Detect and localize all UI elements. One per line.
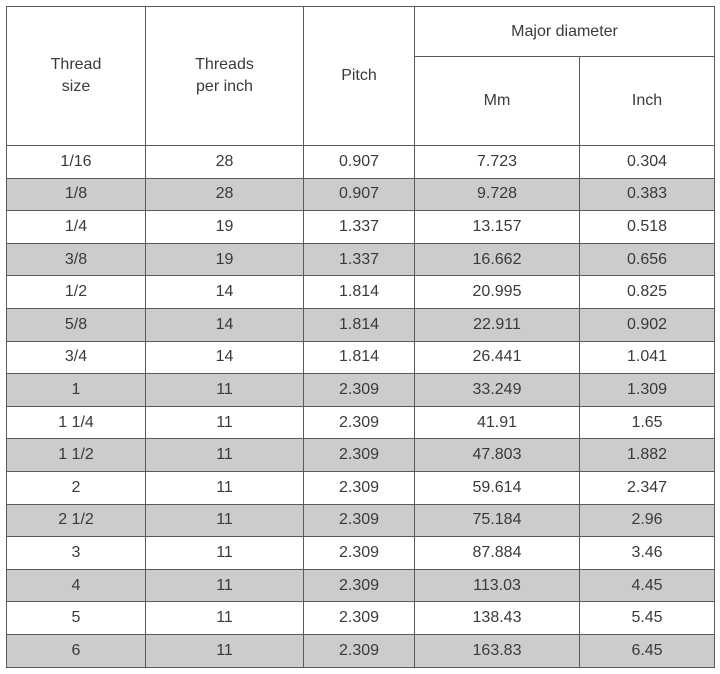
cell-threads-per-inch: 14 — [146, 308, 304, 341]
cell-threads-per-inch: 11 — [146, 634, 304, 667]
table-row — [7, 276, 715, 309]
cell-thread-size: 2 — [7, 471, 146, 504]
cell-major-diameter-mm: 41.91 — [415, 406, 580, 439]
cell-thread-size: 3/4 — [7, 341, 146, 374]
cell-thread-size: 3/8 — [7, 243, 146, 276]
cell-major-diameter-inch: 1.041 — [580, 341, 715, 374]
cell-major-diameter-mm: 75.184 — [415, 504, 580, 537]
cell-threads-per-inch: 11 — [146, 569, 304, 602]
table-row — [7, 504, 715, 537]
table-row — [7, 243, 715, 276]
table-row — [7, 341, 715, 374]
cell-threads-per-inch: 11 — [146, 471, 304, 504]
cell-major-diameter-inch: 0.902 — [580, 308, 715, 341]
cell-pitch: 1.814 — [304, 276, 415, 309]
cell-major-diameter-inch: 0.656 — [580, 243, 715, 276]
cell-major-diameter-mm: 33.249 — [415, 374, 580, 407]
cell-threads-per-inch: 11 — [146, 406, 304, 439]
table-row — [7, 374, 715, 407]
cell-pitch: 2.309 — [304, 374, 415, 407]
cell-threads-per-inch: 19 — [146, 211, 304, 244]
cell-pitch: 1.814 — [304, 308, 415, 341]
cell-major-diameter-inch: 2.96 — [580, 504, 715, 537]
cell-pitch: 2.309 — [304, 406, 415, 439]
table-row — [7, 178, 715, 211]
thread-table-container — [6, 6, 714, 668]
cell-major-diameter-inch: 3.46 — [580, 537, 715, 570]
header-inch: Inch — [580, 57, 715, 146]
cell-thread-size: 1 1/4 — [7, 406, 146, 439]
cell-thread-size: 5/8 — [7, 308, 146, 341]
cell-thread-size: 2 1/2 — [7, 504, 146, 537]
cell-major-diameter-mm: 16.662 — [415, 243, 580, 276]
cell-thread-size: 3 — [7, 537, 146, 570]
cell-major-diameter-inch: 2.347 — [580, 471, 715, 504]
cell-thread-size: 1 — [7, 374, 146, 407]
thread-size-table — [6, 6, 715, 668]
cell-thread-size: 4 — [7, 569, 146, 602]
cell-major-diameter-mm: 59.614 — [415, 471, 580, 504]
header-pitch: Pitch — [304, 7, 415, 146]
cell-threads-per-inch: 28 — [146, 146, 304, 179]
cell-major-diameter-inch: 4.45 — [580, 569, 715, 602]
cell-major-diameter-inch: 0.304 — [580, 146, 715, 179]
table-row — [7, 406, 715, 439]
cell-major-diameter-inch: 0.383 — [580, 178, 715, 211]
cell-major-diameter-mm: 87.884 — [415, 537, 580, 570]
table-row — [7, 537, 715, 570]
cell-major-diameter-mm: 163.83 — [415, 634, 580, 667]
cell-pitch: 1.337 — [304, 211, 415, 244]
table-row — [7, 634, 715, 667]
cell-threads-per-inch: 11 — [146, 374, 304, 407]
cell-major-diameter-inch: 6.45 — [580, 634, 715, 667]
cell-threads-per-inch: 11 — [146, 439, 304, 472]
cell-pitch: 2.309 — [304, 504, 415, 537]
cell-thread-size: 1 1/2 — [7, 439, 146, 472]
cell-pitch: 0.907 — [304, 146, 415, 179]
cell-thread-size: 5 — [7, 602, 146, 635]
table-body — [7, 146, 715, 668]
header-threads-per-inch: Threads per inch — [146, 7, 304, 146]
cell-thread-size: 6 — [7, 634, 146, 667]
cell-pitch: 2.309 — [304, 471, 415, 504]
cell-major-diameter-mm: 113.03 — [415, 569, 580, 602]
cell-threads-per-inch: 28 — [146, 178, 304, 211]
cell-thread-size: 1/8 — [7, 178, 146, 211]
table-row — [7, 569, 715, 602]
cell-threads-per-inch: 11 — [146, 602, 304, 635]
table-row — [7, 308, 715, 341]
cell-thread-size: 1/4 — [7, 211, 146, 244]
cell-pitch: 2.309 — [304, 634, 415, 667]
cell-major-diameter-mm: 7.723 — [415, 146, 580, 179]
cell-major-diameter-mm: 138.43 — [415, 602, 580, 635]
cell-threads-per-inch: 19 — [146, 243, 304, 276]
header-mm: Mm — [415, 57, 580, 146]
cell-major-diameter-mm: 47.803 — [415, 439, 580, 472]
table-row — [7, 211, 715, 244]
cell-threads-per-inch: 11 — [146, 504, 304, 537]
cell-pitch: 1.814 — [304, 341, 415, 374]
table-row — [7, 471, 715, 504]
header-major-diameter: Major diameter — [415, 7, 715, 57]
cell-threads-per-inch: 14 — [146, 341, 304, 374]
cell-major-diameter-mm: 13.157 — [415, 211, 580, 244]
cell-thread-size: 1/2 — [7, 276, 146, 309]
cell-major-diameter-mm: 26.441 — [415, 341, 580, 374]
cell-pitch: 2.309 — [304, 537, 415, 570]
cell-major-diameter-inch: 1.882 — [580, 439, 715, 472]
table-header — [7, 7, 715, 146]
cell-threads-per-inch: 11 — [146, 537, 304, 570]
cell-pitch: 2.309 — [304, 439, 415, 472]
cell-major-diameter-inch: 1.309 — [580, 374, 715, 407]
cell-thread-size: 1/16 — [7, 146, 146, 179]
cell-major-diameter-inch: 5.45 — [580, 602, 715, 635]
cell-pitch: 2.309 — [304, 569, 415, 602]
cell-pitch: 2.309 — [304, 602, 415, 635]
table-row — [7, 602, 715, 635]
cell-major-diameter-inch: 0.825 — [580, 276, 715, 309]
header-thread-size: Thread size — [7, 7, 146, 146]
cell-major-diameter-inch: 1.65 — [580, 406, 715, 439]
cell-pitch: 1.337 — [304, 243, 415, 276]
table-row — [7, 439, 715, 472]
cell-major-diameter-inch: 0.518 — [580, 211, 715, 244]
table-row — [7, 146, 715, 179]
cell-major-diameter-mm: 22.911 — [415, 308, 580, 341]
cell-threads-per-inch: 14 — [146, 276, 304, 309]
cell-pitch: 0.907 — [304, 178, 415, 211]
cell-major-diameter-mm: 20.995 — [415, 276, 580, 309]
cell-major-diameter-mm: 9.728 — [415, 178, 580, 211]
